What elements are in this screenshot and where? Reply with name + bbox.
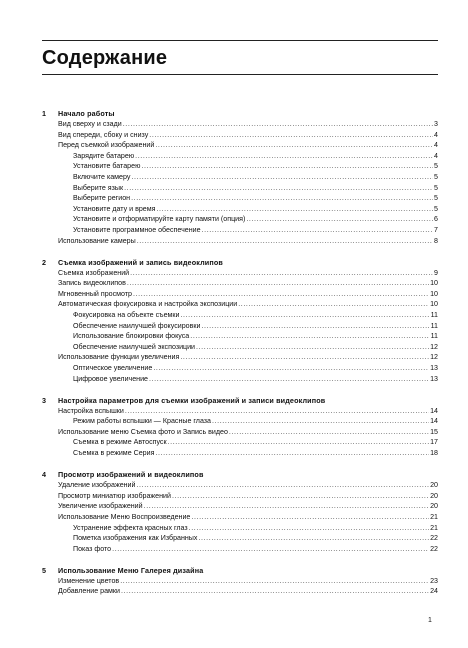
entry-page-number: 3: [434, 120, 438, 128]
toc-section: [42, 565, 438, 597]
section-number: 1: [42, 109, 47, 118]
entry-label: Зарядите батарею: [73, 151, 135, 160]
toc-entry[interactable]: [42, 427, 438, 438]
entry-label: Мгновенный просмотр: [58, 289, 132, 298]
toc-subentry[interactable]: [42, 416, 438, 427]
section-number: 3: [42, 395, 47, 405]
toc-subentry[interactable]: [42, 533, 438, 544]
toc-entry[interactable]: [42, 480, 438, 491]
entry-label: Обеспечение наилучшей фокусировки: [73, 321, 201, 330]
toc-entry[interactable]: [42, 491, 438, 502]
toc-subentry[interactable]: [42, 374, 438, 385]
entry-label: Вид спереди, сбоку и снизу: [58, 130, 149, 139]
entry-label: Съемка в режиме Серия: [73, 449, 155, 458]
section-number: 2: [42, 257, 47, 267]
dot-leader: [130, 268, 433, 279]
toc-subentry[interactable]: [42, 523, 438, 534]
dot-leader: [238, 299, 429, 310]
entry-label: Запись видеоклипов: [58, 279, 126, 288]
toc-subentry[interactable]: [42, 204, 438, 215]
entry-page-number: 18: [430, 449, 438, 458]
entry-label: Оптическое увеличение: [73, 363, 153, 372]
dot-leader: [191, 512, 429, 523]
dot-leader: [137, 236, 433, 247]
entry-page-number: 5: [434, 172, 438, 181]
entry-label: Удаление изображений: [58, 481, 136, 490]
toc-entry[interactable]: [42, 119, 438, 130]
toc-entry[interactable]: [42, 140, 438, 151]
toc-subentry[interactable]: [42, 193, 438, 204]
entry-page-number: 11: [430, 311, 438, 319]
entry-label: Настройка вспышки: [58, 406, 124, 415]
dot-leader: [133, 289, 429, 300]
entry-label: Включите камеру: [73, 172, 131, 181]
dot-leader: [124, 183, 433, 194]
entry-page-number: 14: [430, 417, 438, 426]
toc-subentry[interactable]: [42, 363, 438, 374]
entry-label: Добавление рамки: [58, 587, 120, 596]
table-of-contents: [42, 108, 438, 607]
entry-page-number: 6: [434, 215, 438, 224]
section-heading[interactable]: [42, 469, 438, 480]
dot-leader: [135, 151, 433, 162]
entry-label: Устранение эффекта красных глаз: [73, 523, 188, 532]
toc-subentry[interactable]: [42, 342, 438, 353]
entry-label: Режим работы вспышки — Красные глаза: [73, 417, 212, 426]
dot-leader: [149, 374, 429, 385]
dot-leader: [180, 352, 429, 363]
entry-page-number: 12: [430, 342, 438, 351]
dot-leader: [190, 331, 429, 342]
entry-label: Перед съемкой изображений: [58, 141, 155, 150]
dot-leader: [155, 140, 433, 151]
dot-leader: [189, 523, 429, 534]
entry-page-number: 23: [430, 576, 438, 585]
toc-subentry[interactable]: [42, 321, 438, 332]
entry-label: Установите батарею: [73, 162, 141, 171]
entry-label: Пометка изображения как Избранных: [73, 534, 198, 543]
section-title: Начало работы: [58, 109, 115, 118]
entry-page-number: 7: [434, 225, 438, 234]
toc-section: [42, 469, 438, 554]
entry-page-number: 9: [434, 268, 438, 277]
dot-leader: [120, 576, 429, 587]
section-title: Настройка параметров для съемки изображений и записи видеоклипов: [58, 395, 326, 405]
dot-leader: [202, 225, 433, 236]
toc-subentry[interactable]: [42, 172, 438, 183]
entry-page-number: 4: [434, 141, 438, 150]
toc-subentry[interactable]: [42, 183, 438, 194]
entry-page-number: 8: [434, 236, 438, 245]
dot-leader: [144, 501, 429, 512]
top-rule: [42, 40, 438, 41]
section-title: Использование Меню Галерея дизайна: [58, 565, 204, 575]
toc-section: [42, 108, 438, 246]
entry-label: Установите программное обеспечение: [73, 225, 201, 234]
dot-leader: [141, 161, 433, 172]
dot-leader: [149, 130, 433, 141]
toc-entry[interactable]: [42, 236, 438, 247]
page-title: Содержание: [42, 47, 168, 69]
toc-entry[interactable]: [42, 512, 438, 523]
section-heading[interactable]: [42, 257, 438, 268]
toc-entry[interactable]: [42, 289, 438, 300]
toc-entry[interactable]: [42, 352, 438, 363]
toc-entry[interactable]: [42, 586, 438, 597]
entry-label: Просмотр миниатюр изображений: [58, 491, 171, 500]
entry-page-number: 15: [430, 427, 438, 436]
entry-label: Выберите регион: [73, 194, 131, 203]
entry-label: Автоматическая фокусировка и настройка экспозиции: [58, 300, 238, 309]
toc-entry[interactable]: [42, 501, 438, 512]
toc-subentry[interactable]: [42, 331, 438, 342]
dot-leader: [168, 437, 430, 448]
toc-subentry[interactable]: [42, 225, 438, 236]
dot-leader: [127, 278, 429, 289]
toc-section: [42, 257, 438, 385]
entry-page-number: 20: [430, 502, 438, 511]
page-number: 1: [428, 617, 432, 624]
entry-page-number: 5: [434, 204, 438, 213]
section-title: Просмотр изображений и видеоклипов: [58, 470, 204, 480]
entry-page-number: 10: [430, 289, 438, 298]
entry-page-number: 20: [430, 481, 438, 490]
dot-leader: [131, 193, 433, 204]
toc-subentry[interactable]: [42, 214, 438, 225]
entry-label: Цифровое увеличение: [73, 374, 149, 383]
dot-leader: [121, 586, 429, 597]
entry-page-number: 10: [430, 300, 438, 309]
dot-leader: [131, 172, 433, 183]
toc-section: [42, 395, 438, 459]
entry-page-number: 12: [430, 353, 438, 362]
dot-leader: [156, 204, 433, 215]
dot-leader: [212, 416, 429, 427]
entry-page-number: 13: [430, 374, 438, 383]
entry-page-number: 4: [434, 151, 438, 160]
entry-page-number: 17: [430, 438, 438, 447]
entry-page-number: 21: [430, 512, 438, 521]
entry-label: Увеличение изображений: [58, 502, 143, 511]
section-heading[interactable]: [42, 395, 438, 406]
toc-entry[interactable]: [42, 268, 438, 279]
section-heading[interactable]: [42, 108, 438, 119]
section-number: 4: [42, 470, 47, 480]
title-rule: [42, 74, 438, 75]
toc-subentry[interactable]: [42, 544, 438, 555]
entry-page-number: 24: [430, 587, 438, 596]
entry-page-number: 5: [434, 162, 438, 171]
entry-page-number: 21: [430, 523, 438, 532]
toc-subentry[interactable]: [42, 310, 438, 321]
entry-label: Обеспечение наилучшей экспозиции: [73, 342, 196, 351]
entry-label: Установите дату и время: [73, 204, 156, 213]
entry-label: Вид сверху и сзади: [58, 120, 122, 128]
entry-label: Использование меню Съемка фото и Запись видео: [58, 427, 228, 436]
section-number: 5: [42, 565, 47, 575]
toc-subentry[interactable]: [42, 448, 438, 459]
entry-label: Изменение цветов: [58, 576, 120, 585]
entry-label: Съемка в режиме Автоспуск: [73, 438, 167, 447]
toc-entry[interactable]: [42, 299, 438, 310]
entry-page-number: 14: [430, 406, 438, 415]
entry-label: Выберите язык: [73, 183, 124, 192]
entry-page-number: 13: [430, 363, 438, 372]
dot-leader: [246, 214, 433, 225]
entry-page-number: 22: [430, 544, 438, 553]
toc-entry[interactable]: [42, 576, 438, 587]
entry-page-number: 20: [430, 491, 438, 500]
dot-leader: [196, 342, 429, 353]
entry-label: Показ фото: [73, 544, 112, 553]
dot-leader: [180, 310, 429, 321]
dot-leader: [123, 119, 433, 130]
toc-entry[interactable]: [42, 130, 438, 141]
section-title: Съемка изображений и запись видеоклипов: [58, 257, 223, 267]
entry-page-number: 4: [434, 130, 438, 139]
toc-subentry[interactable]: [42, 161, 438, 172]
entry-page-number: 11: [430, 332, 438, 341]
entry-label: Использование Меню Воспроизведение: [58, 512, 191, 521]
entry-label: Использование функции увеличения: [58, 353, 180, 362]
entry-label: Установите и отформатируйте карту памяти (опция): [73, 215, 246, 224]
entry-page-number: 5: [434, 194, 438, 203]
toc-entry[interactable]: [42, 406, 438, 417]
entry-page-number: 11: [430, 321, 438, 330]
dot-leader: [112, 544, 429, 555]
dot-leader: [153, 363, 429, 374]
dot-leader: [201, 321, 429, 332]
section-heading[interactable]: [42, 565, 438, 576]
entry-label: Съемка изображений: [58, 268, 130, 277]
entry-page-number: 22: [430, 534, 438, 543]
dot-leader: [136, 480, 429, 491]
toc-subentry[interactable]: [42, 437, 438, 448]
dot-leader: [155, 448, 429, 459]
dot-leader: [229, 427, 429, 438]
dot-leader: [172, 491, 429, 502]
entry-label: Фокусировка на объекте съемки: [73, 311, 180, 319]
entry-page-number: 10: [430, 279, 438, 288]
toc-subentry[interactable]: [42, 151, 438, 162]
toc-entry[interactable]: [42, 278, 438, 289]
entry-label: Использование блокировки фокуса: [73, 332, 190, 341]
dot-leader: [198, 533, 429, 544]
dot-leader: [125, 406, 429, 417]
entry-label: Использование камеры: [58, 236, 136, 245]
entry-page-number: 5: [434, 183, 438, 192]
